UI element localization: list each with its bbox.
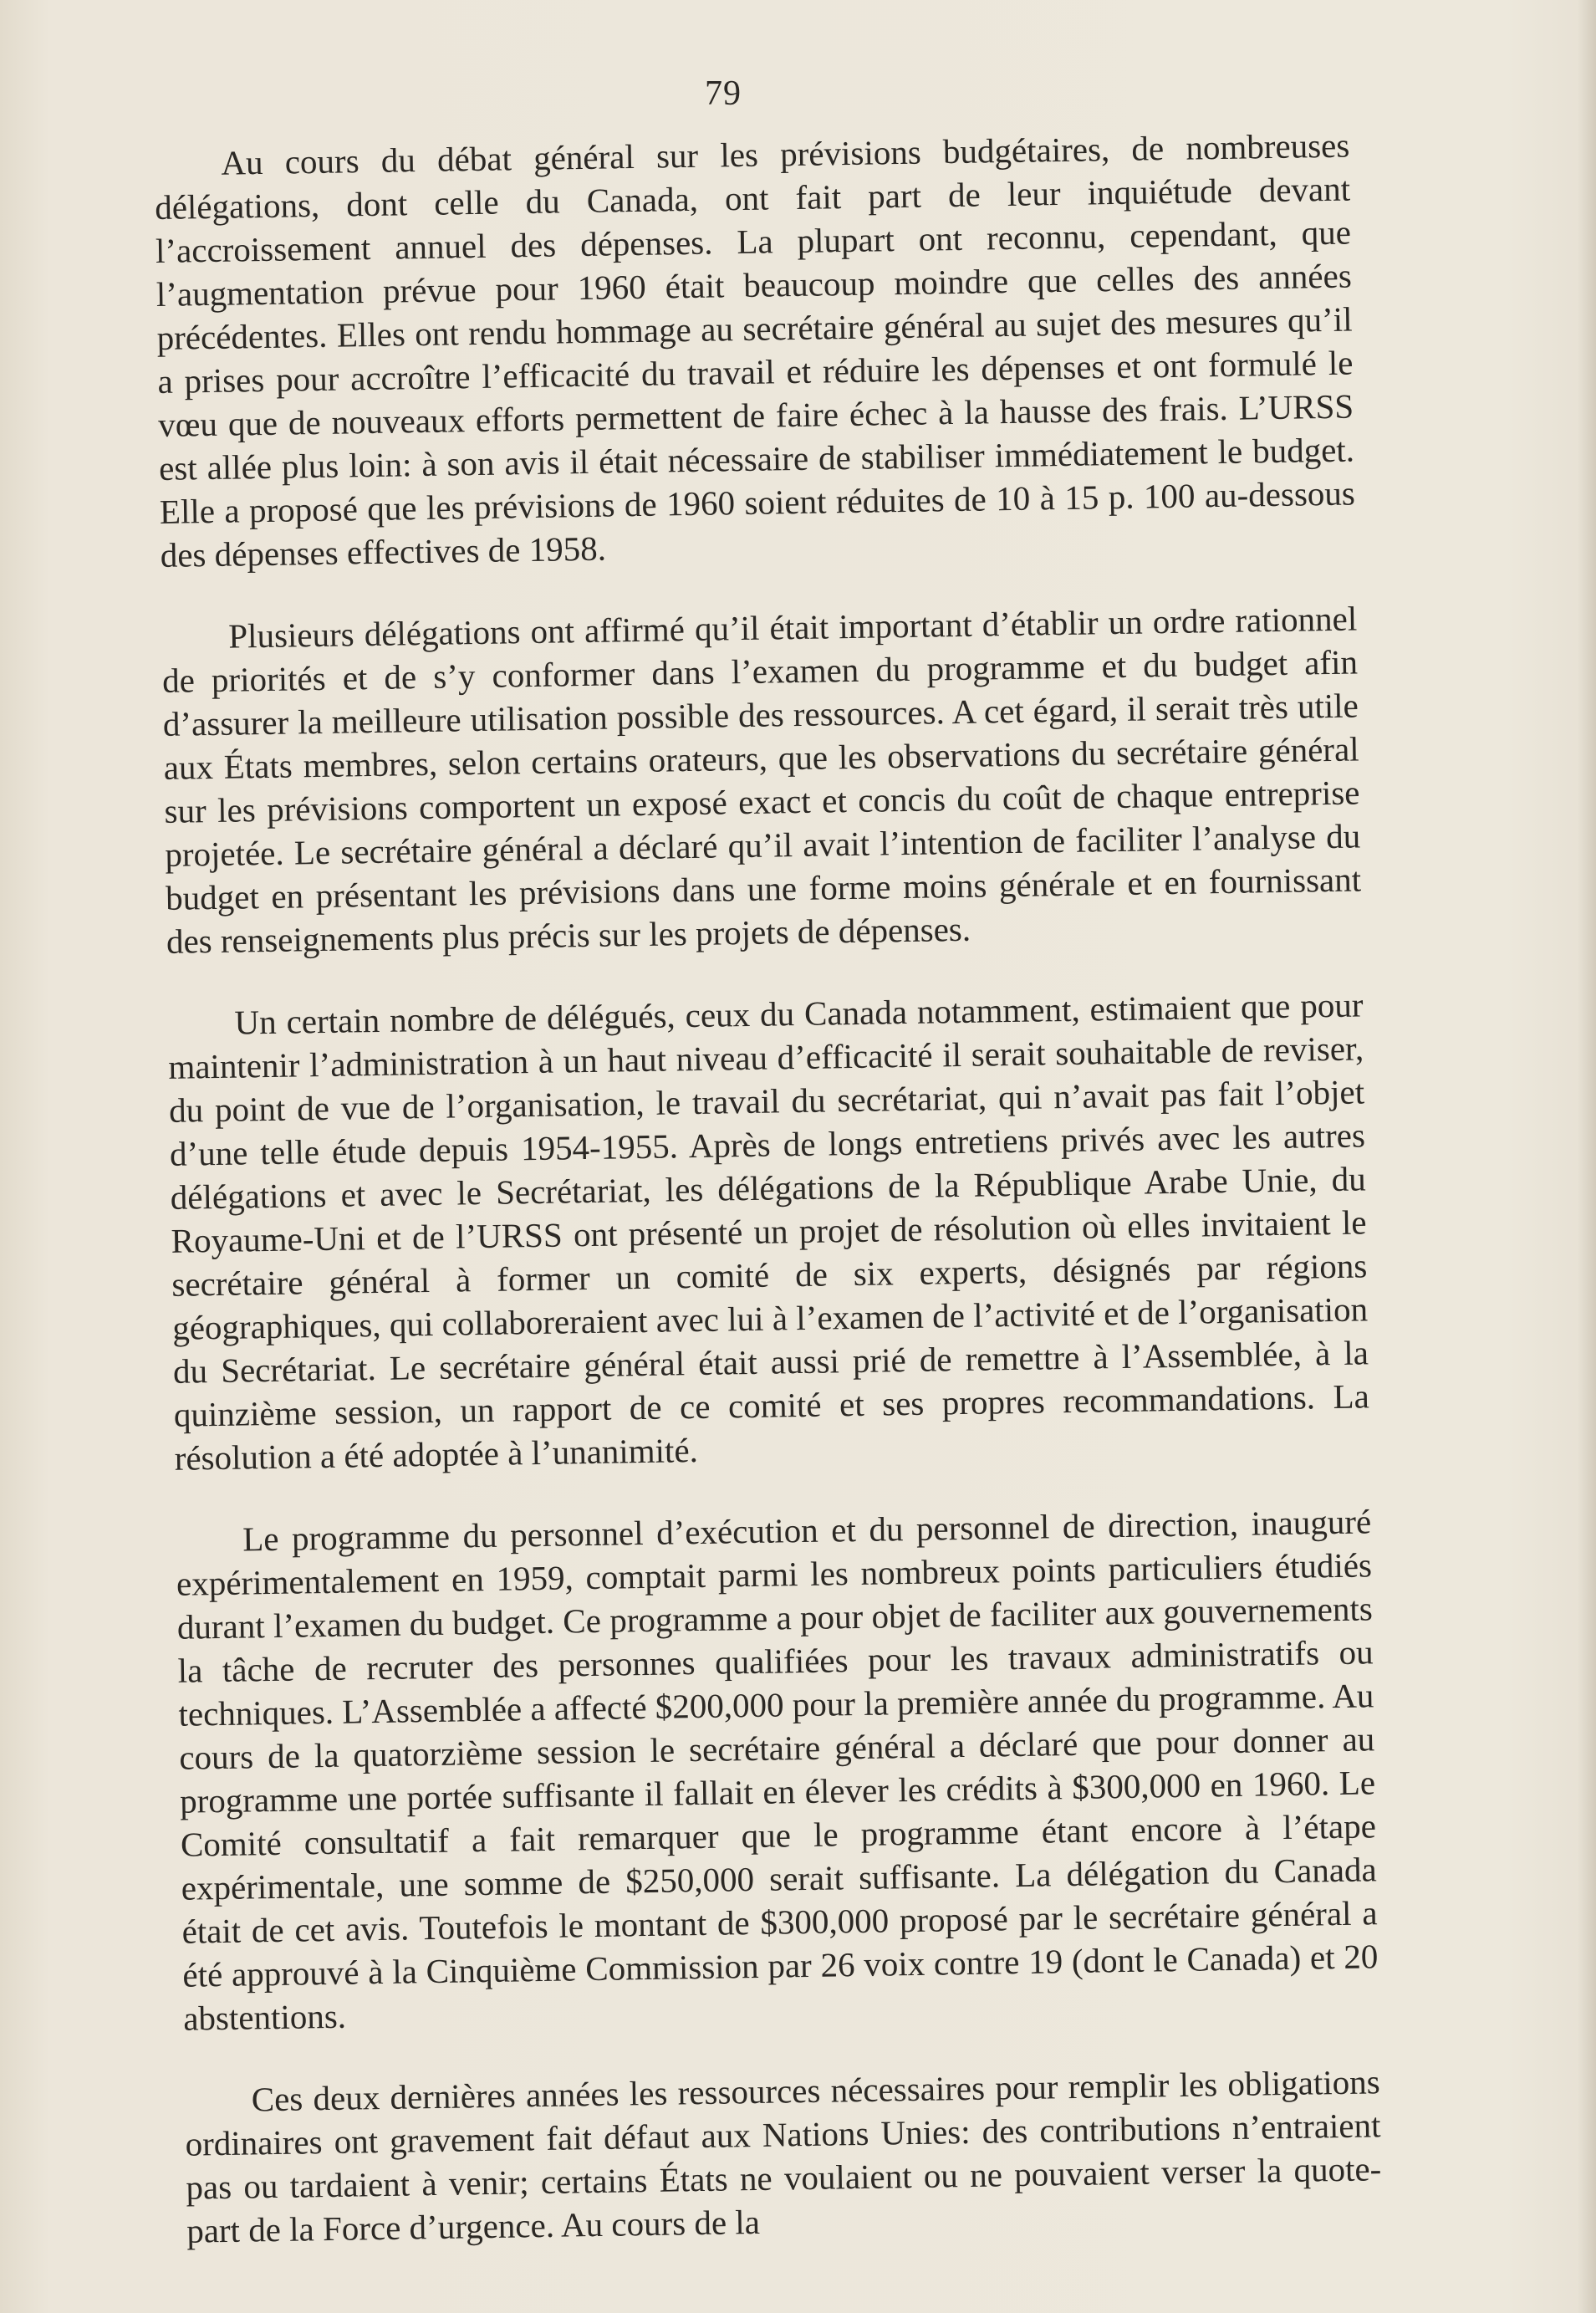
paragraph-financial-resources: Ces deux dernières années les ressources nécessaires pour remplir les obligations ordinaires ont gravement fait défaut aux Nations Unies: des contributions n’entraient pas ou tardaient à venir; certains États ne voulaient ou ne pouvaient verser la quote-part de la Force d’urgence. Au cours de la [185,2062,1382,2250]
page-number: 79 [705,74,742,113]
paragraph-budget-debate: Au cours du débat général sur les prévisions budgétaires, de nombreuses délégations, dont celle du Canada, ont fait part de leur inquiétude devant l’accroissement annuel des dépenses. La plupart ont reconnu, cependant, que l’augmentation prévue pour 1960 était beaucoup moindre que celles des années précédentes. Elles ont rendu hommage au secrétaire général au sujet des mesures qu’il a prises pour accroître l’efficacité du travail et réduire les dépenses et ont formulé le vœu que de nouveaux efforts permettent de faire échec à la hausse des frais. L’URSS est allée plus loin: à son avis il était nécessaire de stabiliser immédiatement le budget. Elle a proposé que les prévisions de 1960 soient réduites de 10 à 15 p. 100 au-dessous des dépenses effectives de 1958. [154,125,1356,574]
body-text [154,124,1383,2291]
paragraph-personnel-programme: Le programme du personnel d’exécution et du personnel de direction, inauguré expérimentalement en 1959, comptait parmi les nombreux points particuliers étudiés durant l’examen du budget. Ce programme a pour objet de faciliter aux gouvernements la tâche de recruter des personnes qualifiées pour les travaux administratifs ou techniques. L’Assemblée a affecté $200,000 pour la première année du programme. Au cours de la quatorzième session le secrétaire général a déclaré que pour donner au programme une portée suffisante il fallait en élever les crédits à $300,000 en 1960. Le Comité consultatif a fait remarquer que le programme étant encore à l’étape expérimentale, une somme de $250,000 serait suffisante. La délégation du Canada était de cet avis. Toutefois le montant de $300,000 proposé par le secrétaire général a été approuvé à la Cinquième Commission par 26 voix contre 19 (dont le Canada) et 20 abstentions. [176,1502,1379,2038]
paragraph-priorities: Plusieurs délégations ont affirmé qu’il était important d’établir un ordre rationnel de priorités et de s’y conformer dans l’examen du programme et du budget afin d’assurer la meilleure utilisation possible des ressources. A cet égard, il serait très utile aux États membres, selon certains orateurs, que les observations du secrétaire général sur les prévisions comportent un exposé exact et concis du coût de chaque entreprise projetée. Le secrétaire général a déclaré qu’il avait l’intention de faciliter l’analyse du budget en présentant les prévisions dans une forme moins générale et en fournissant des renseignements plus précis sur les projets de dépenses. [161,599,1362,961]
paragraph-secretariat-review: Un certain nombre de délégués, ceux du Canada notamment, estimaient que pour maintenir l’administration à un haut niveau d’efficacité il serait souhaitable de reviser, du point de vue de l’organisation, le travail du secrétariat, qui n’avait pas fait l’objet d’une telle étude depuis 1954-1955. Après de longs entretiens privés avec les autres délégations et avec le Secrétariat, les délégations de la République Arabe Unie, du Royaume-Uni et de l’URSS ont présenté un projet de résolution où elles invitaient le secrétaire général à former un comité de six experts, désignés par régions géographiques, qui collaboreraient avec lui à l’examen de l’activité et de l’organisation du Secrétariat. Le secrétaire général était aussi prié de remettre à l’Assemblée, à la quinzième session, un rapport de ce comité et ses propres recommandations. La résolution a été adoptée à l’unanimité. [168,985,1370,1478]
